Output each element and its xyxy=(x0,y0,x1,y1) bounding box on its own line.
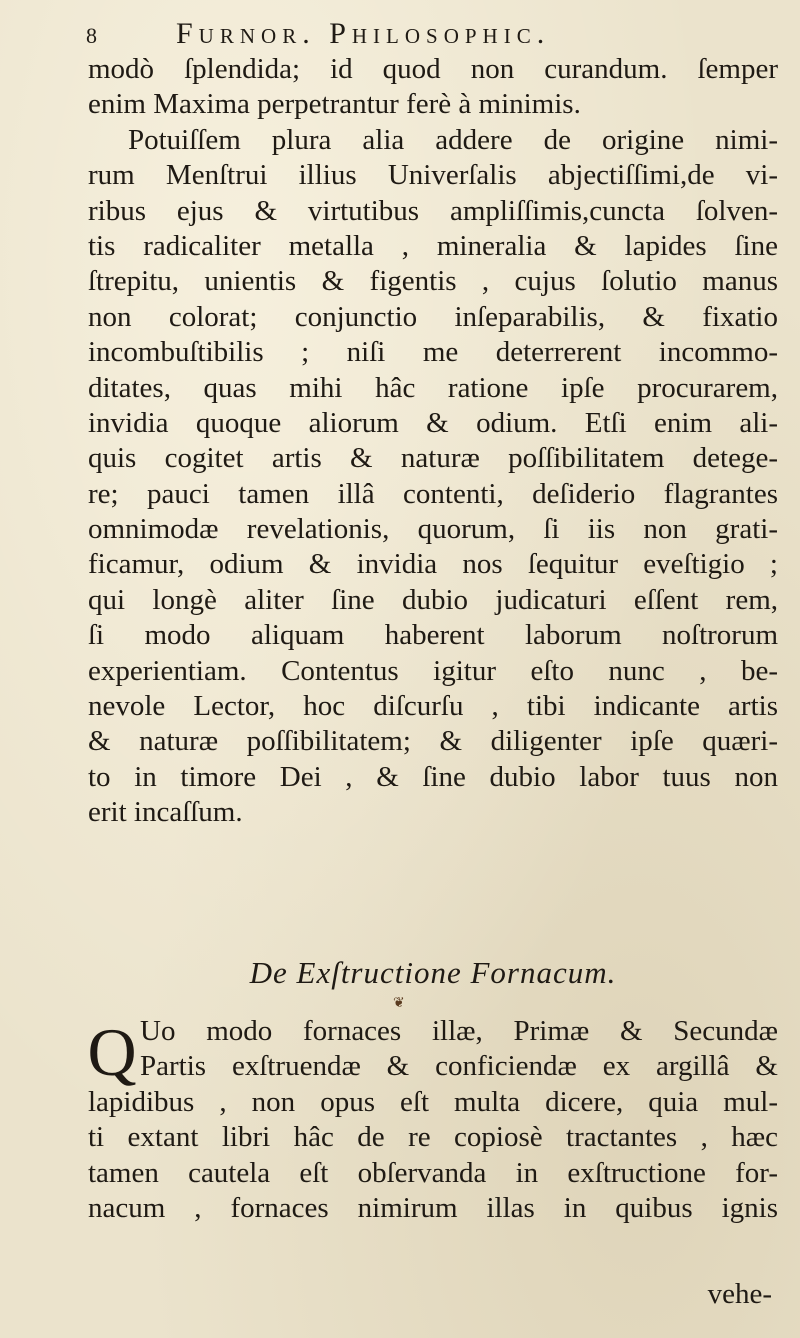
text-line: qui longè aliter ſine dubio judicaturi eſſent rem, xyxy=(88,583,778,616)
text-line: incombuſtibilis ; niſi me deterrerent incommo- xyxy=(88,336,778,369)
paragraph-2 xyxy=(88,1014,778,1226)
page-number: 8 xyxy=(86,23,97,48)
text-line: nacum , fornaces nimirum illas in quibus ignis xyxy=(88,1191,778,1224)
page-header xyxy=(86,14,766,54)
text-line: invidia quoque aliorum & odium. Etſi enim ali- xyxy=(88,406,778,439)
text-line: ti extant libri hâc de re copiosè tractantes , hæc xyxy=(88,1121,778,1154)
text-line: to in timore Dei , & ſine dubio labor tuus non xyxy=(88,760,778,793)
text-line: experientiam. Contentus igitur eſto nunc , be- xyxy=(88,654,778,687)
text-line: Potuiſſem plura alia addere de origine nimi- xyxy=(128,123,778,156)
section-title: De Exſtructione Fornacum. xyxy=(249,955,617,990)
text-line: ſtrepitu, unientis & figentis , cujus ſolutio manus xyxy=(88,265,778,298)
text-line: erit incaſſum. xyxy=(88,796,243,829)
text-line: tis radicaliter metalla , mineralia & lapides ſine xyxy=(88,229,778,262)
catchword: vehe- xyxy=(707,1278,772,1310)
text-line: ficamur, odium & invidia nos ſequitur eveſtigio ; xyxy=(88,548,778,581)
text-line: non colorat; conjunctio inſeparabilis, & fixatio xyxy=(88,300,778,333)
text-line: nevole Lector, hoc diſcurſu , tibi indicante artis xyxy=(88,690,778,723)
text-line: ditates, quas mihi hâc ratione ipſe procurarem, xyxy=(88,371,778,404)
running-title: Furnor. Philosophic. xyxy=(176,17,551,50)
drop-cap: Q xyxy=(87,1014,137,1090)
text-line: omnimodæ revelationis, quorum, ſi iis non grati- xyxy=(88,513,778,546)
text-line: rum Menſtrui illius Univerſalis abjectiſſimi,de vi- xyxy=(88,159,778,192)
text-line: modò ſplendida; id quod non curandum. ſemper xyxy=(88,53,778,85)
text-line: enim Maxima perpetrantur ferè à minimis. xyxy=(88,88,581,121)
text-line: & naturæ poſſibilitatem; & diligenter ipſe quæri- xyxy=(88,725,778,758)
paragraph-1 xyxy=(88,52,778,831)
text-line: quis cogitet artis & naturæ poſſibilitatem detege- xyxy=(88,442,778,475)
text-line: Partis exſtruendæ & conficiendæ ex argillâ & xyxy=(140,1050,778,1083)
text-line: ſi modo aliquam haberent laborum noſtrorum xyxy=(88,619,778,652)
text-line: ribus ejus & virtutibus ampliſſimis,cuncta ſolven- xyxy=(88,194,778,227)
text-line: Uo modo fornaces illæ, Primæ & Secundæ xyxy=(140,1015,778,1047)
text-line: re; pauci tamen illâ contenti, deſiderio flagrantes xyxy=(88,477,778,510)
text-line: lapidibus , non opus eſt multa dicere, quia mul- xyxy=(88,1085,778,1118)
ornament-icon: ❦ xyxy=(393,996,405,1011)
text-line: tamen cautela eſt obſervanda in exſtructione for- xyxy=(88,1156,778,1189)
